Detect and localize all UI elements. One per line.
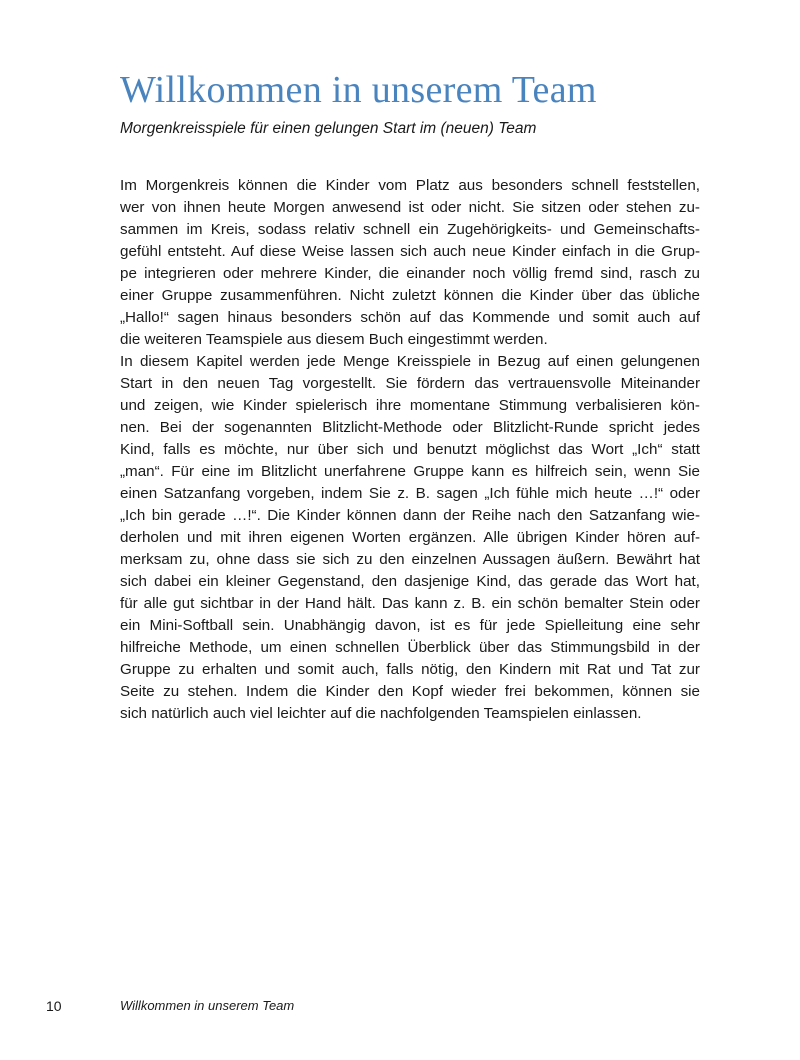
body-line: nen. Bei der sogenannten Blitzlicht-Methode oder Blitzlicht-Runde spricht jedes xyxy=(120,419,700,436)
body-line: pe integrieren oder mehrere Kinder, die einander noch völlig fremd sind, rasch zu xyxy=(120,265,700,282)
page-subtitle: Morgenkreisspiele für einen gelungen Start im (neuen) Team xyxy=(120,120,537,137)
body-line: „Hallo!“ sagen hinaus besonders schön auf das Kommende und somit auch auf xyxy=(120,309,700,326)
body-text xyxy=(120,175,700,725)
body-line: In diesem Kapitel werden jede Menge Kreisspiele in Bezug auf einen gelungenen xyxy=(120,353,700,370)
body-line: einer Gruppe zusammenführen. Nicht zuletzt können die Kinder über das übliche xyxy=(120,287,700,304)
body-line: wer von ihnen heute Morgen anwesend ist oder nicht. Sie sitzen oder stehen zu- xyxy=(120,199,700,216)
page-title: Willkommen in unserem Team xyxy=(120,69,597,111)
body-line: sich natürlich auch viel leichter auf die nachfolgenden Teamspielen einlassen. xyxy=(120,705,642,722)
page-number: 10 xyxy=(46,998,62,1014)
body-line: hilfreiche Methode, um einen schnellen Überblick über das Stimmungsbild in der xyxy=(120,639,700,656)
body-line: Gruppe zu erhalten und somit auch, falls nötig, den Kindern mit Rat und Tat zur xyxy=(120,661,700,678)
body-line: Seite zu stehen. Indem die Kinder den Kopf wieder frei bekommen, können sie xyxy=(120,683,700,700)
body-line: einen Satzanfang vorgeben, indem Sie z. B. sagen „Ich fühle mich heute …!“ oder xyxy=(120,485,700,502)
body-line: merksam zu, ohne dass sie sich zu den einzelnen Aussagen äußern. Bewährt hat xyxy=(120,551,700,568)
body-line: „Ich bin gerade …!“. Die Kinder können dann der Reihe nach den Satzanfang wie- xyxy=(120,507,700,524)
body-line: derholen und mit ihren eigenen Worten ergänzen. Alle übrigen Kinder hören auf- xyxy=(120,529,700,546)
body-line: und zeigen, wie Kinder spielerisch ihre momentane Stimmung verbalisieren kön- xyxy=(120,397,700,414)
page-footer xyxy=(0,996,800,1016)
body-line: „man“. Für eine im Blitzlicht unerfahrene Gruppe kann es hilfreich sein, wenn Sie xyxy=(120,463,700,480)
body-line: Start in den neuen Tag vorgestellt. Sie fördern das vertrauensvolle Miteinander xyxy=(120,375,700,392)
body-line: sich dabei ein kleiner Gegenstand, den dasjenige Kind, das gerade das Wort hat, xyxy=(120,573,700,590)
body-line: für alle gut sichtbar in der Hand hält. Das kann z. B. ein schön bemalter Stein oder xyxy=(120,595,700,612)
body-line: sammen im Kreis, sodass relativ schnell ein Zugehörigkeits- und Gemeinschafts- xyxy=(120,221,700,238)
running-head: Willkommen in unserem Team xyxy=(120,998,295,1013)
body-line: ein Mini-Softball sein. Unabhängig davon, ist es für jede Spielleitung eine sehr xyxy=(120,617,700,634)
body-line: die weiteren Teamspiele aus diesem Buch eingestimmt werden. xyxy=(120,331,548,348)
body-line: Im Morgenkreis können die Kinder vom Platz aus besonders schnell feststellen, xyxy=(120,177,700,194)
body-line: gefühl entsteht. Auf diese Weise lassen sich auch neue Kinder einfach in die Grup- xyxy=(120,243,700,260)
body-line: Kind, falls es möchte, nur über sich und benutzt möglichst das Wort „Ich“ statt xyxy=(120,441,700,458)
